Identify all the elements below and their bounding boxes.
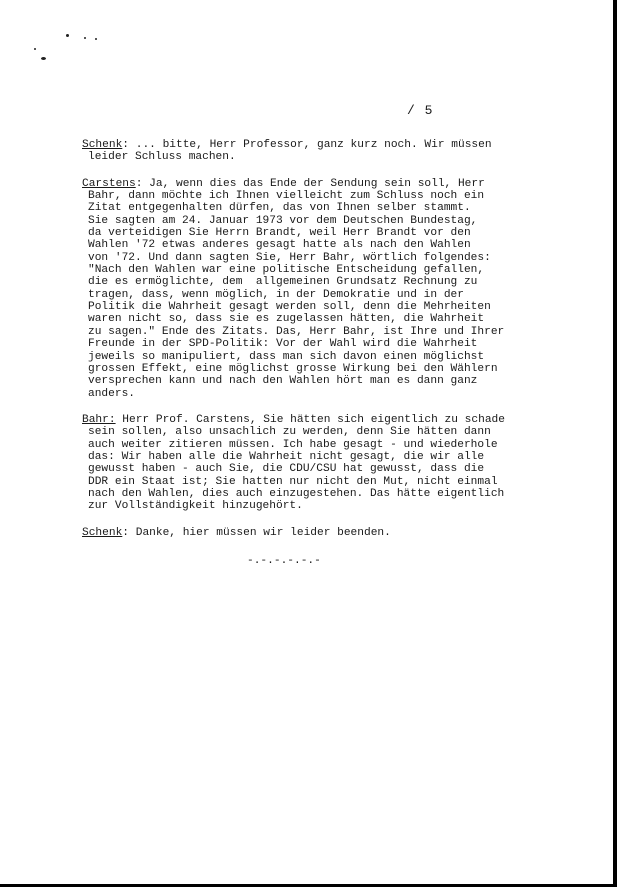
scan-speck (66, 34, 69, 37)
paragraph-line: Sie sagten am 24. Januar 1973 vor dem Deutschen Bundestag, (88, 214, 478, 227)
paragraph-line: auch weiter zitieren müssen. Ich habe gesagt - und wiederhole (88, 438, 498, 451)
paragraph-line: Wahlen '72 etwas anderes gesagt hatte als nach den Wahlen (88, 239, 471, 252)
paragraph-line: Politik die Wahrheit gesagt werden soll, denn die Mehrheiten (88, 301, 491, 314)
paragraph-first-line (82, 139, 562, 151)
page-number: / 5 (407, 103, 434, 118)
paragraph-line: DDR ein Staat ist; Sie hatten nur nicht den Mut, nicht einmal (88, 475, 498, 488)
paragraph-schenk-2 (82, 527, 562, 539)
paragraph-text: : Danke, hier müssen wir leider beenden. (122, 526, 391, 539)
scan-speck (84, 37, 86, 39)
paragraph-line: jeweils so manipuliert, dass man sich davon einen möglichst (88, 350, 485, 363)
paragraph-first-line (82, 414, 562, 426)
paragraph-line: Freunde in der SPD-Politik: Vor der Wahl wird die Wahrheit (88, 338, 478, 351)
paragraph-line: von '72. Und dann sagten Sie, Herr Bahr, wörtlich folgendes: (88, 251, 491, 264)
paragraph-line: "Nach den Wahlen war eine politische Entscheidung gefallen, (88, 264, 485, 277)
paragraph-line: tragen, dass, wenn möglich, in der Demokratie und in der (88, 288, 464, 301)
scan-border-right (613, 0, 617, 887)
paragraph-first-line (82, 178, 562, 190)
scan-speck (34, 48, 36, 50)
paragraph-line: zur Vollständigkeit hinzugehört. (88, 500, 303, 513)
paragraph-line: nach den Wahlen, dies auch einzugestehen. Das hätte eigentlich (88, 487, 505, 500)
paragraph-line: gewusst haben - auch Sie, die CDU/CSU hat gewusst, dass die (88, 463, 485, 476)
paragraph-bahr (82, 414, 562, 513)
speaker-name: Schenk (82, 139, 123, 151)
paragraph-line: sein sollen, also unsachlich zu werden, denn Sie hätten dann (88, 426, 491, 439)
paragraph-line: versprechen kann und nach den Wahlen hört man es dann ganz (88, 375, 478, 388)
paragraph-text: Herr Prof. Carstens, Sie hätten sich eigentlich zu schade (115, 413, 505, 426)
paragraph-line: das: Wir haben alle die Wahrheit nicht gesagt, die wir alle (88, 450, 485, 463)
scan-speck (95, 38, 97, 40)
paragraph-line: leider Schluss machen. (88, 151, 236, 164)
speaker-name: Carstens (82, 177, 136, 190)
paragraph-line: anders. (88, 387, 135, 400)
paragraph-line: grossen Effekt, eine möglichst grosse Wirkung bei den Wählern (88, 362, 498, 375)
paragraph-line: da verteidigen Sie Herrn Brandt, weil Herr Brandt vor den (88, 227, 471, 240)
speaker-name: Bahr: (82, 413, 116, 426)
paragraph-line: zu sagen." Ende des Zitats. Das, Herr Bahr, ist Ihre und Ihrer (88, 325, 505, 338)
paragraph-line: waren nicht so, dass sie es zugelassen hätten, die Wahrheit (88, 313, 485, 326)
paragraph-carstens (82, 178, 562, 400)
paragraph-first-line (82, 527, 562, 539)
paragraph-text: : Ja, wenn dies das Ende der Sendung sein soll, Herr (135, 177, 485, 190)
end-of-document-mark: -.-.-.-.-.- (247, 555, 321, 567)
paragraph-line: die es ermöglichte, dem allgemeinen Grundsatz Rechnung zu (88, 276, 478, 289)
transcript-body (82, 139, 562, 553)
scan-speck (41, 57, 46, 60)
paragraph-line: Zitat entgegenhalten dürfen, das von Ihnen selber stammt. (88, 202, 471, 215)
paragraph-line: Bahr, dann möchte ich Ihnen vielleicht zum Schluss noch ein (88, 190, 485, 203)
speaker-name: Schenk (82, 526, 123, 539)
paragraph-schenk-1 (82, 139, 562, 164)
paragraph-text: : ... bitte, Herr Professor, ganz kurz noch. Wir müssen (122, 139, 492, 151)
